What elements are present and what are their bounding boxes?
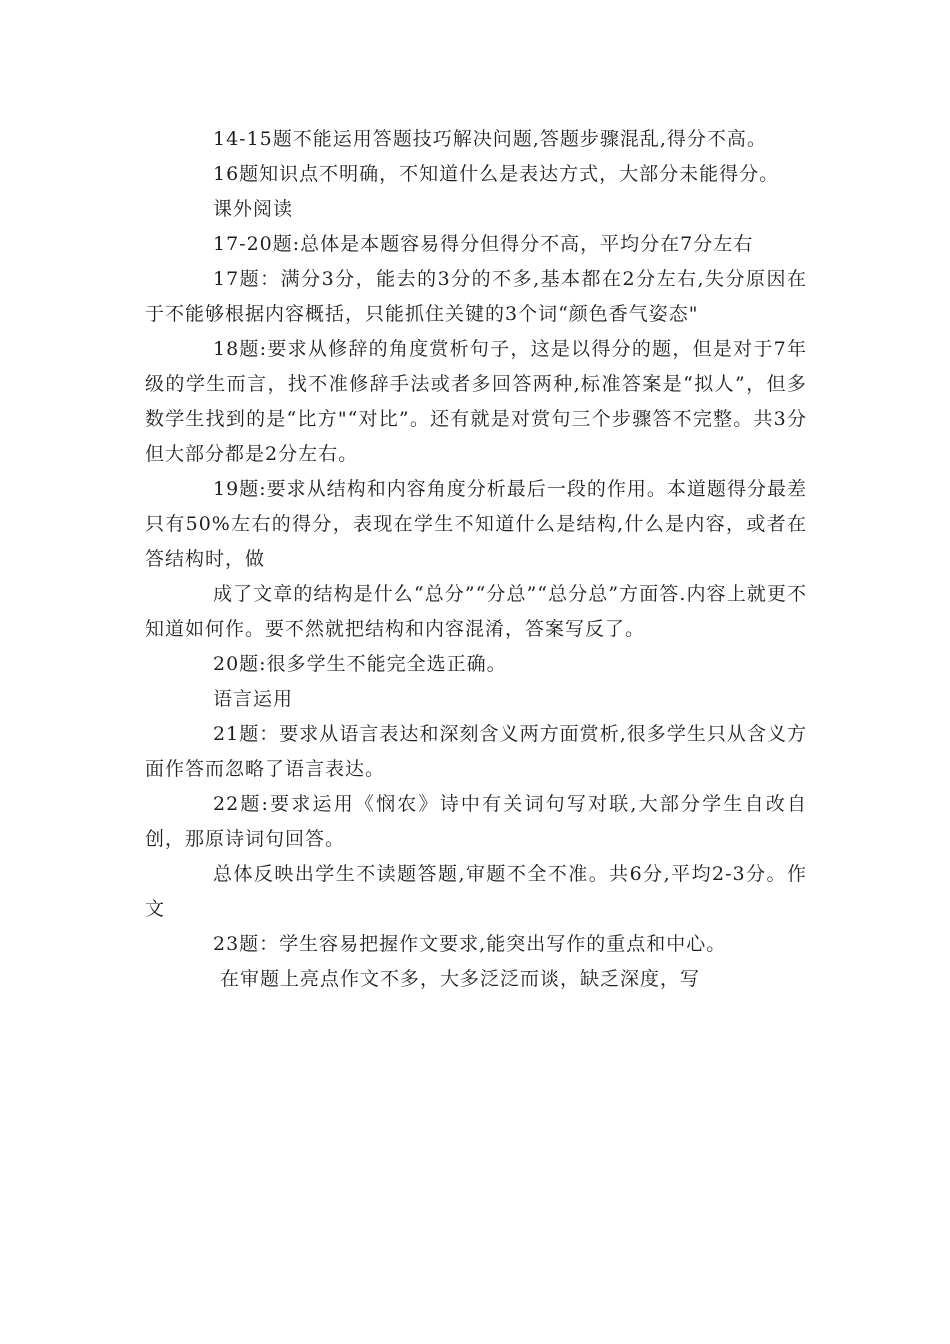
paragraph-q20: 20题:很多学生不能完全选正确。 bbox=[213, 653, 507, 675]
document-body bbox=[145, 122, 807, 997]
paragraph-q21: 21题：要求从语言表达和深刻含义两方面赏析,很多学生只从含义方面作答而忽略了语言表达。 bbox=[145, 723, 807, 780]
paragraph-q17: 17题：满分3分，能去的3分的不多,基本都在2分左右,失分原因在于不能够根据内容概括，只能抓住关键的3个词“颜色香气姿态" bbox=[145, 268, 807, 325]
paragraph-q16: 16题知识点不明确，不知道什么是表达方式，大部分未能得分。 bbox=[213, 163, 780, 185]
paragraph-q19: 19题:要求从结构和内容角度分析最后一段的作用。本道题得分最差只有50%左右的得分，表现在学生不知道什么是结构,什么是内容，或者在答结构时，做 bbox=[145, 478, 807, 570]
paragraph-q19-continued: 成了文章的结构是什么“总分”“分总”“总分总”方面答.内容上就更不知道如何作。要不然就把结构和内容混淆，答案写反了。 bbox=[145, 583, 807, 640]
paragraph-essay-review: 在审题上亮点作文不多，大多泛泛而谈，缺乏深度，写 bbox=[220, 968, 701, 990]
section-heading-language-use: 语言运用 bbox=[213, 688, 294, 710]
section-heading-extracurricular-reading: 课外阅读 bbox=[213, 198, 294, 220]
paragraph-q17-20: 17-20题:总体是本题容易得分但得分不高，平均分在7分左右 bbox=[213, 233, 754, 255]
paragraph-q22: 22题:要求运用《悯农》诗中有关词句写对联,大部分学生自改自创，那原诗词句回答。 bbox=[145, 793, 807, 850]
paragraph-q23: 23题：学生容易把握作文要求,能突出写作的重点和中心。 bbox=[213, 933, 727, 955]
paragraph-q14-15: 14-15题不能运用答题技巧解决问题,答题步骤混乱,得分不高。 bbox=[213, 128, 767, 150]
paragraph-summary: 总体反映出学生不读题答题,审题不全不准。共6分,平均2-3分。作文 bbox=[145, 863, 807, 920]
paragraph-q18: 18题:要求从修辞的角度赏析句子，这是以得分的题，但是对于7年级的学生而言，找不准修辞手法或者多回答两种,标准答案是“拟人”，但多数学生找到的是“比方"“对比”。还有就是对赏句三个步骤答不完整。共3分但大部分都是2分左右。 bbox=[145, 338, 807, 465]
